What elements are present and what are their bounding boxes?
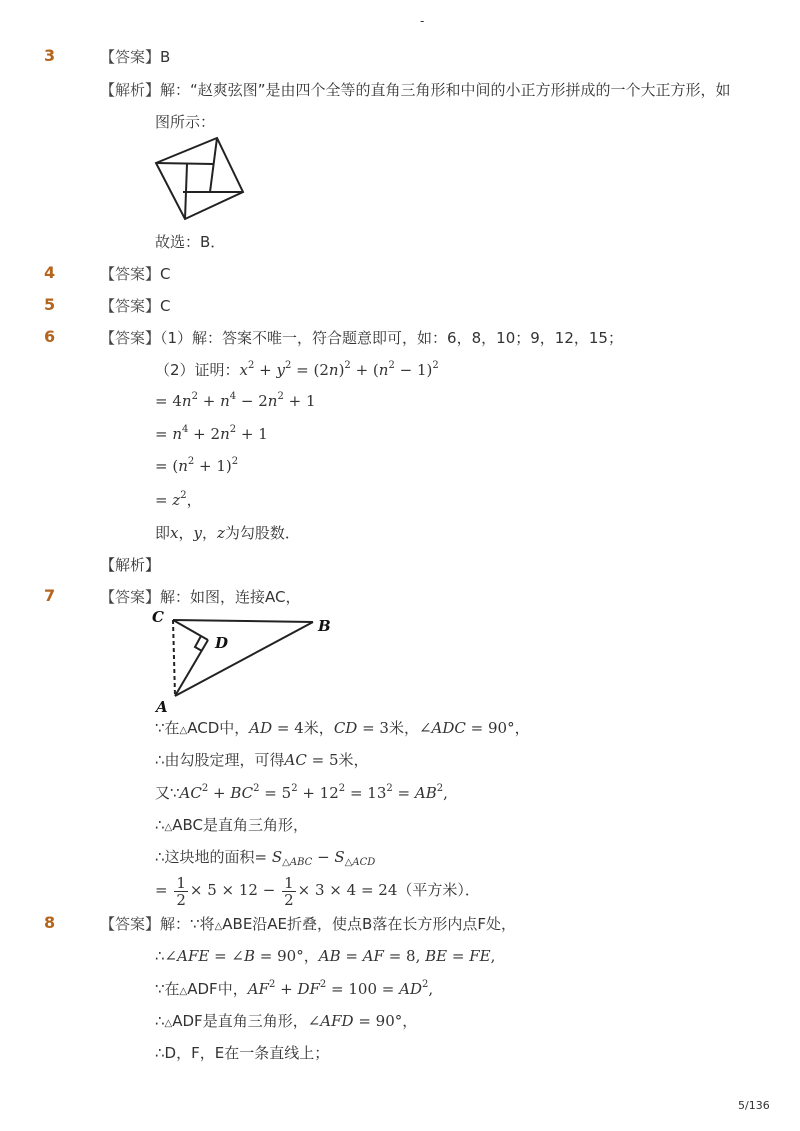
triangle-symbol: △ (214, 921, 223, 932)
conclusion-prefix: 即 (155, 524, 171, 542)
line-prefix: 又∵ (155, 784, 180, 802)
pythagorean-check: $AC^2 + BC^2 = 5^2 + 12^2 = 13^2 = AB^2$, (179, 783, 448, 802)
analysis-line-3 (100, 79, 731, 100)
line-text-b: ABE沿AE折叠，使点B落在长方形内点F处， (222, 915, 516, 933)
q7-line-2 (155, 749, 369, 770)
q7-line-1 (155, 717, 530, 738)
label-c: C (152, 608, 164, 626)
label-b: B (318, 617, 331, 635)
line-prefix: ∴由勾股定理，可得 (155, 751, 285, 769)
analysis-tag: 【解析】 (100, 81, 161, 99)
proof-conclusion (155, 522, 300, 543)
top-mark: - (420, 14, 425, 28)
line-text-a: 解：∵将 (160, 915, 215, 933)
label-a: A (156, 698, 168, 716)
page-number: 5/136 (738, 1099, 770, 1112)
line-prefix: ∴ (155, 816, 165, 834)
analysis-text-continued: 图所示： (155, 113, 216, 131)
answer-value: C (160, 297, 171, 315)
line-text: ACD中， (187, 719, 250, 737)
answer-tag: 【答案】 (100, 48, 161, 66)
answer-line-5 (100, 295, 171, 316)
line-text: ADF是直角三角形， (172, 1012, 308, 1030)
conclusion-suffix: 为勾股数． (224, 524, 300, 542)
question-number-8: 8 (44, 913, 56, 932)
proof-equation: $x^2 + y^2 = (2n)^2 + (n^2 - 1)^2$ (239, 360, 439, 379)
ac-value: AC = 5米， (284, 751, 369, 769)
proof-line-1 (155, 359, 439, 380)
q7-line-4 (155, 814, 308, 835)
edge-ca-dashed (173, 620, 175, 696)
line-prefix: ∵在 (155, 980, 180, 998)
fold-equalities: ∠AFE = ∠B = 90°，AB = AF = 8, BE = FE, (164, 947, 496, 965)
variables: x，y，z (170, 524, 225, 542)
afd-angle: ∠AFD = 90°， (307, 1012, 418, 1030)
conclusion-3: 故选：B． (155, 233, 226, 251)
right-angle-mark (195, 636, 202, 651)
triangle-symbol: △ (164, 1018, 173, 1029)
answer-value: C (160, 265, 171, 283)
triangle-symbol: △ (164, 822, 173, 833)
answer-line-4 (100, 263, 171, 284)
proof-line-3: = $n^4 + 2n^2 + 1$ (155, 424, 268, 443)
question-number-3: 3 (44, 46, 56, 65)
answer-value: B (160, 48, 171, 66)
answer-tag: 【答案】 (100, 588, 161, 606)
answer-tag: 【答案】 (100, 915, 161, 933)
proof-line-4: = $(n^2 + 1)^2$ (155, 456, 239, 475)
q8-line-5: ∴D，F，E在一条直线上； (155, 1044, 330, 1062)
q8-line-4 (155, 1010, 417, 1031)
quadrilateral-figure (148, 604, 348, 716)
edge-cb (173, 620, 313, 622)
answer-line-6 (100, 327, 623, 348)
outer-square (156, 138, 243, 219)
zhao-shuang-diagram (150, 132, 250, 224)
area-calculation: = $\frac{1}{2}$ × 5 × 12 − $\frac{1}{2}$ × 3 × 4 = 24 (155, 873, 398, 909)
intro-text: 解：如图，连接AC， (160, 588, 301, 606)
answer-line-3 (100, 46, 170, 67)
given-values: AD = 4米，CD = 3米，∠ADC = 90°， (249, 719, 530, 737)
q7-line-5 (155, 846, 375, 867)
question-number-4: 4 (44, 263, 56, 282)
area-expression: = $S_{\triangle ABC} - S_{\triangle ACD}$ (254, 848, 376, 868)
q7-line-6 (155, 870, 480, 910)
edge-cd (173, 620, 208, 640)
adf-equation: $AF^2 + DF^2 = 100 = AD^2$, (247, 979, 434, 998)
line-prefix: ∵在 (155, 719, 180, 737)
question-number-6: 6 (44, 327, 56, 346)
triangle-symbol: △ (179, 986, 188, 997)
answer-tag: 【答案】 (100, 265, 161, 283)
proof-line-5: = $z^2$， (155, 490, 202, 509)
q8-line-3 (155, 978, 433, 999)
inner-edge (210, 138, 217, 192)
inner-edge (185, 164, 187, 219)
area-unit: （平方米）． (397, 881, 480, 899)
analysis-tag-6: 【解析】 (100, 556, 161, 574)
line-prefix: ∴ (155, 1012, 165, 1030)
answer-tag: 【答案】 (100, 329, 161, 347)
triangle-symbol: △ (179, 725, 188, 736)
question-number-5: 5 (44, 295, 56, 314)
label-d: D (215, 634, 229, 652)
answer-line-8 (100, 913, 516, 934)
proof-line-2: = $4n^2 + n^4 - 2n^2 + 1$ (155, 391, 316, 410)
line-text: ABC是直角三角形， (172, 816, 309, 834)
part-1-text: （1）解：答案不唯一，符合题意即可，如：6，8，10；9，12，15； (160, 329, 623, 347)
q8-line-2 (155, 945, 495, 966)
analysis-text: 解：“赵爽弦图”是由四个全等的直角三角形和中间的小正方形拼成的一个大正方形，如 (160, 81, 731, 99)
inner-edge (156, 163, 213, 164)
line-text: ADF中， (187, 980, 248, 998)
part-2-prefix: （2）证明： (155, 361, 240, 379)
question-number-7: 7 (44, 586, 56, 605)
line-prefix: ∴ (155, 947, 165, 965)
line-prefix: ∴这块地的面积 (155, 848, 255, 866)
q7-line-3 (155, 782, 448, 803)
answer-tag: 【答案】 (100, 297, 161, 315)
